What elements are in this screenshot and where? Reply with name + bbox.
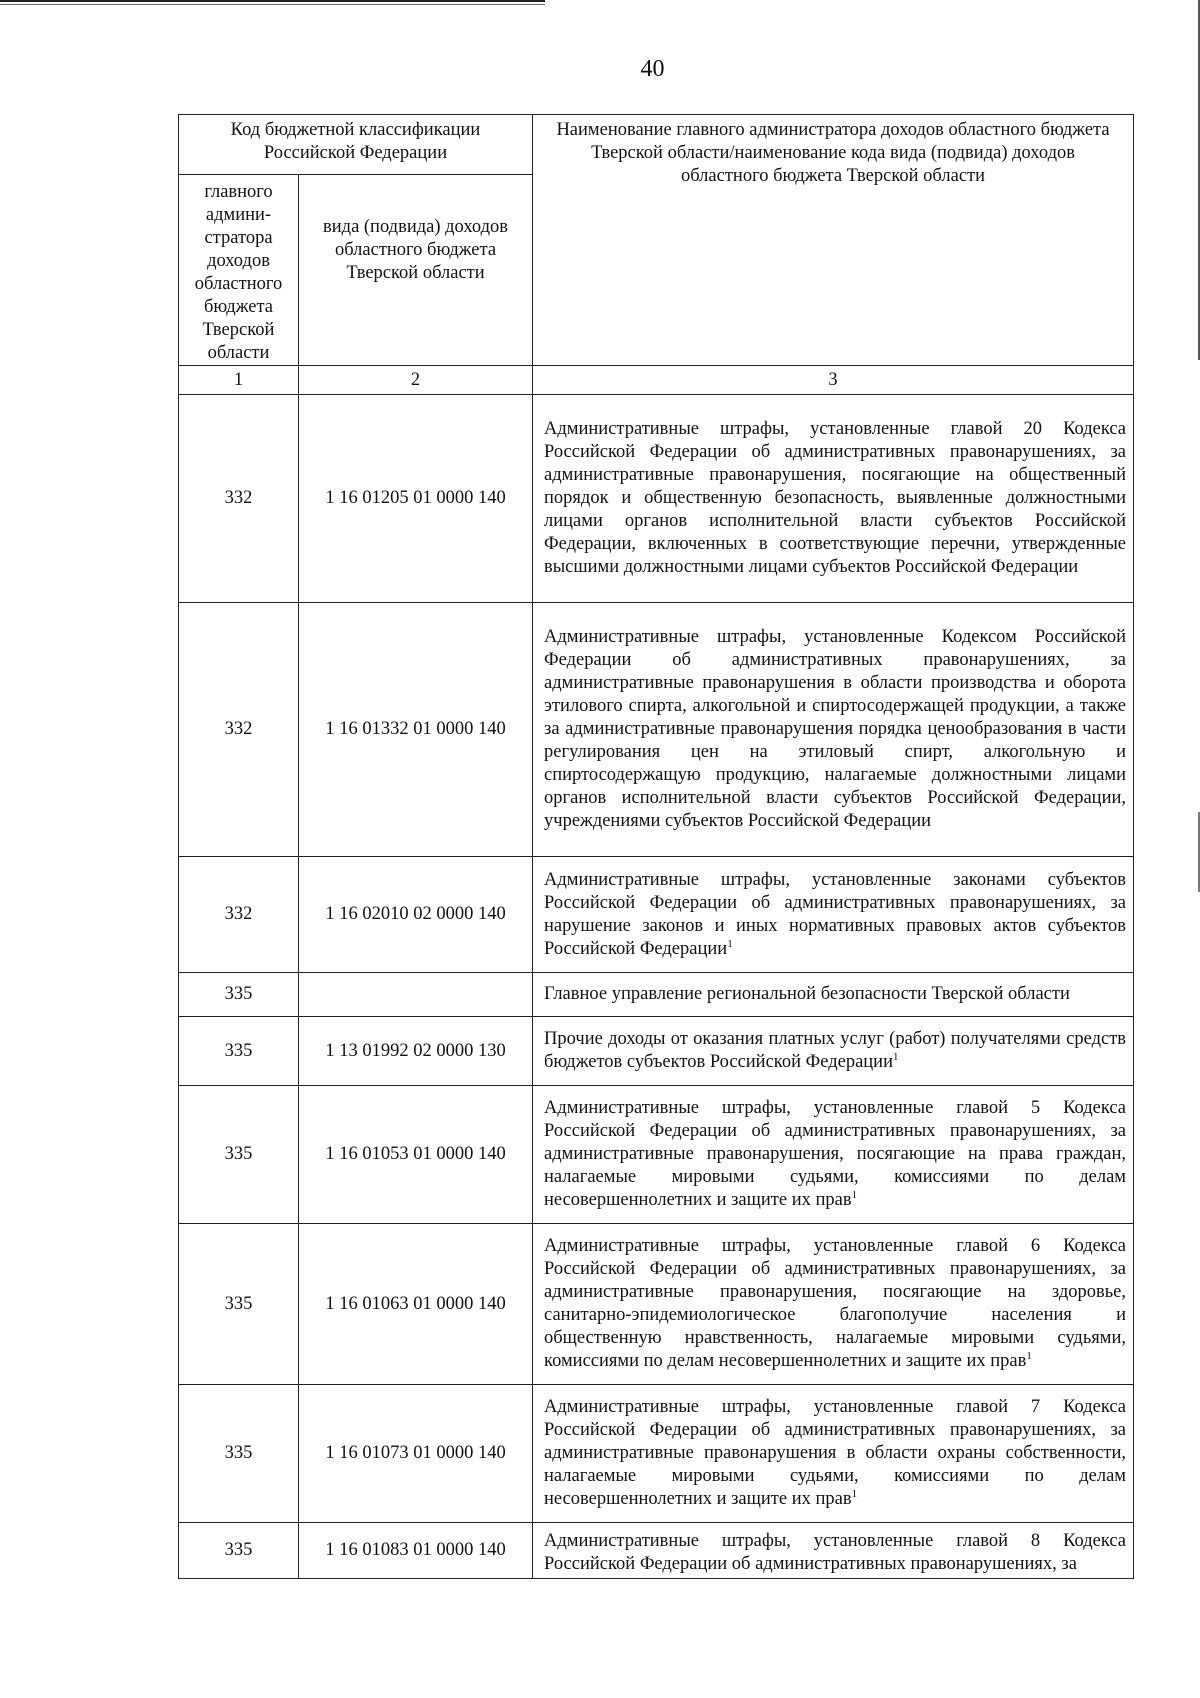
table-row [179, 973, 1134, 1017]
column-number: 1 [179, 366, 299, 395]
admin-code: 332 [179, 857, 299, 973]
income-description: Административные штрафы, установленные главой 20 Кодекса Российской Федерации об административных правонарушениях, за административные правонарушения, посягающие на общественный порядок и общественную безопасность, выявленные должностными лицами органов исполнительной власти субъектов Российской Федерации, включенных в соответствующие перечни, утвержденные высшими должностными лицами субъектов Российской Федерации [533, 395, 1134, 603]
footnote-marker: 1 [1026, 1349, 1032, 1362]
table-row [179, 1523, 1134, 1579]
income-code: 1 16 01053 01 0000 140 [299, 1086, 533, 1224]
admin-code: 335 [179, 1086, 299, 1224]
budget-code-table [178, 114, 1134, 1579]
income-description: Административные штрафы, установленные главой 6 Кодекса Российской Федерации об административных правонарушениях, за административные правонарушения, посягающие на здоровье, санитарно-эпидемиологическое благополучие населения и общественную нравственность, налагаемые мировыми судьями, комиссиями по делам несовершеннолетних и защите их прав$^1$ [533, 1224, 1134, 1385]
income-code: 1 16 01083 01 0000 140 [299, 1523, 533, 1579]
income-description: Административные штрафы, установленные законами субъектов Российской Федерации об административных правонарушениях, за нарушение законов и иных нормативных правовых актов субъектов Российской Федерации$^1$ [533, 857, 1134, 973]
table-row [179, 1017, 1134, 1086]
admin-code: 335 [179, 973, 299, 1017]
income-code [299, 973, 533, 1017]
table-row [179, 1224, 1134, 1385]
income-code: 1 16 01205 01 0000 140 [299, 395, 533, 603]
income-description: Административные штрафы, установленные главой 8 Кодекса Российской Федерации об административных правонарушениях, за [533, 1523, 1134, 1579]
admin-code: 332 [179, 603, 299, 857]
admin-code: 335 [179, 1224, 299, 1385]
income-description: Административные штрафы, установленные главой 5 Кодекса Российской Федерации об административных правонарушениях, за административные правонарушения, посягающие на права граждан, налагаемые мировыми судьями, комиссиями по делам несовершеннолетних и защите их прав$^1$ [533, 1086, 1134, 1224]
table-row [179, 603, 1134, 857]
income-code: 1 16 01063 01 0000 140 [299, 1224, 533, 1385]
table-row [179, 857, 1134, 973]
header-income-type-code: вида (подвида) доходов областного бюджета Тверской области [299, 175, 533, 366]
admin-code: 332 [179, 395, 299, 603]
income-description: Административные штрафы, установленные главой 7 Кодекса Российской Федерации об административных правонарушениях, за административные правонарушения в области охраны собственности, налагаемые мировыми судьями, комиссиями по делам несовершеннолетних и защите их прав$^1$ [533, 1385, 1134, 1523]
footnote-marker: 1 [727, 937, 733, 950]
top-border-line-secondary [0, 4, 545, 5]
income-description: Прочие доходы от оказания платных услуг (работ) получателями средств бюджетов субъектов Российской Федерации$^1$ [533, 1017, 1134, 1086]
header-admin-code: главного админи-стратора доходов областного бюджета Тверской области [179, 175, 299, 366]
income-code: 1 16 01073 01 0000 140 [299, 1385, 533, 1523]
column-number: 2 [299, 366, 533, 395]
footnote-marker: 1 [893, 1050, 899, 1063]
column-number: 3 [533, 366, 1134, 395]
income-code: 1 16 02010 02 0000 140 [299, 857, 533, 973]
admin-code: 335 [179, 1385, 299, 1523]
income-code: 1 16 01332 01 0000 140 [299, 603, 533, 857]
footnote-marker: 1 [851, 1487, 858, 1500]
admin-code: 335 [179, 1017, 299, 1086]
header-budget-classification: Код бюджетной классификации Российской Федерации [179, 115, 533, 175]
table-row [179, 1385, 1134, 1523]
income-description: Административные штрафы, установленные Кодексом Российской Федерации об административных правонарушениях, за административные правонарушения в области производства и оборота этилового спирта, алкогольной и спиртосодержащей продукции, а также за административные правонарушения порядка ценообразования в части регулирования цен на этиловый спирт, алкогольную и спиртосодержащую продукцию, налагаемые должностными лицами органов исполнительной власти субъектов Российской Федерации, учреждениями субъектов Российской Федерации [533, 603, 1134, 857]
administrator-name: Главное управление региональной безопасности Тверской области [533, 973, 1134, 1017]
table-row [179, 395, 1134, 603]
page-number: 40 [640, 56, 665, 82]
admin-code: 335 [179, 1523, 299, 1579]
footnote-marker: 1 [851, 1188, 858, 1201]
income-code: 1 13 01992 02 0000 130 [299, 1017, 533, 1086]
header-administrator-name: Наименование главного администратора доходов областного бюджета Тверской области/наименование кода вида (подвида) доходов областного бюджета Тверской области [533, 115, 1134, 366]
table-row [179, 1086, 1134, 1224]
top-border-line [0, 0, 545, 2]
